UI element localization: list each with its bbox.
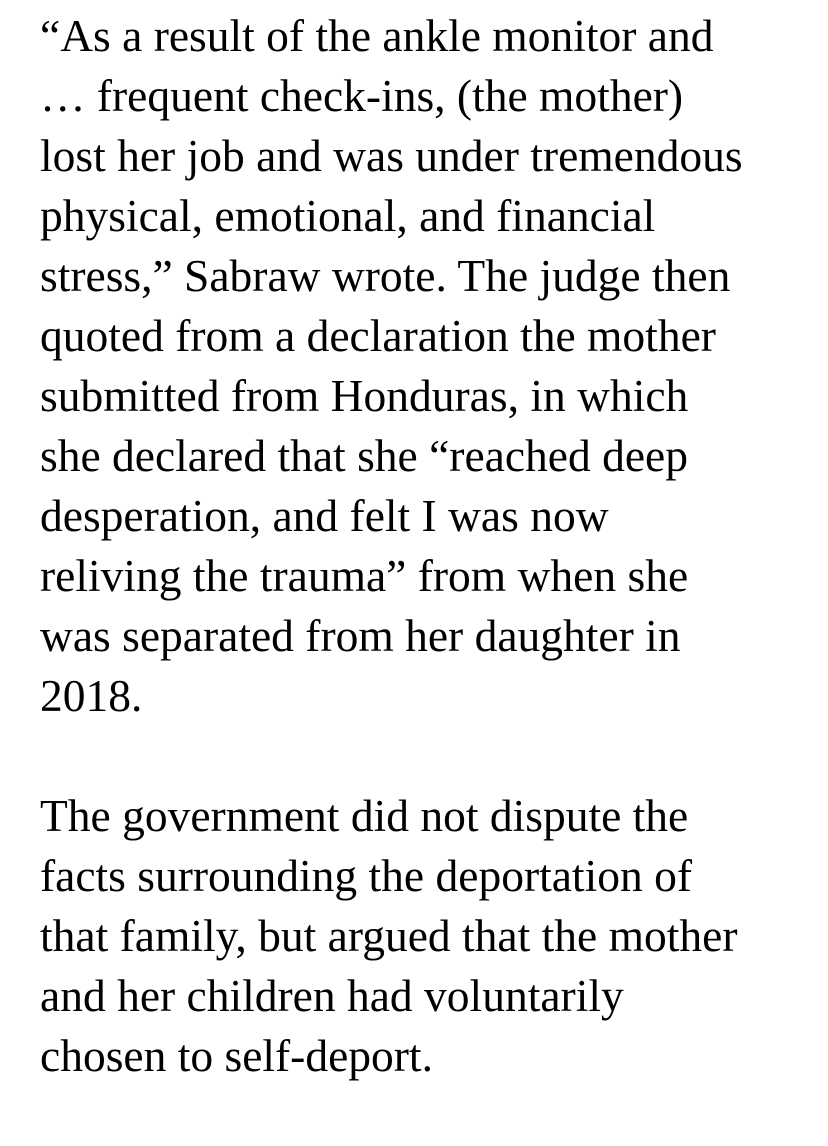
text-line: that family, but argued that the mother (40, 910, 738, 961)
text-line: submitted from Honduras, in which (40, 370, 689, 421)
text-line: and her children had voluntarily (40, 970, 624, 1021)
text-line: “As a result of the ankle monitor and (40, 10, 714, 61)
text-line: facts surrounding the deportation of (40, 850, 692, 901)
text-line: she declared that she “reached deep (40, 430, 688, 481)
text-line: 2018. (40, 670, 143, 721)
paragraph-quote (40, 6, 800, 726)
text-line: reliving the trauma” from when she (40, 550, 689, 601)
text-line: lost her job and was under tremendous (40, 130, 743, 181)
text-line: desperation, and felt I was now (40, 490, 609, 541)
text-line: physical, emotional, and financial (40, 190, 656, 241)
text-line: The government did not dispute the (40, 790, 689, 841)
text-line: stress,” Sabraw wrote. The judge then (40, 250, 731, 301)
paragraph-government (40, 786, 800, 1086)
text-line: … frequent check-ins, (the mother) (40, 70, 684, 121)
article-body (40, 6, 800, 1146)
text-line: chosen to self-deport. (40, 1030, 433, 1081)
text-line: quoted from a declaration the mother (40, 310, 716, 361)
text-line: was separated from her daughter in (40, 610, 681, 661)
